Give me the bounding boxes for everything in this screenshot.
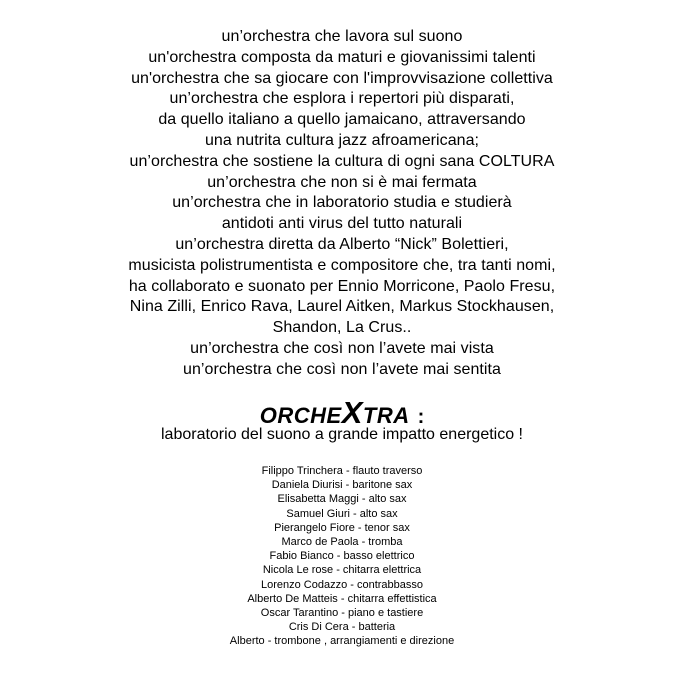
- poem-line: musicista polistrumentista e compositore che, tra tanti nomi,: [128, 256, 556, 274]
- poem-line: un’orchestra che così non l’avete mai sentita: [183, 360, 501, 378]
- member-item: Nicola Le rose - chitarra elettrica: [262, 564, 422, 577]
- poem-line: un'orchestra composta da maturi e giovanissimi talenti: [148, 48, 536, 66]
- poem-line: un’orchestra diretta da Alberto “Nick” Bolettieri,: [175, 235, 509, 253]
- logo-big-letter: X: [341, 395, 363, 430]
- member-item: Pierangelo Fiore - tenor sax: [274, 521, 410, 534]
- member-item: Fabio Bianco - basso elettrico: [269, 550, 415, 563]
- member-item: Cris Di Cera - batteria: [288, 621, 396, 634]
- poem-line: antidoti anti virus del tutto naturali: [221, 215, 463, 233]
- poem-text: [0, 27, 684, 381]
- poem-line: ha collaborato e suonato per Ennio Morricone, Paolo Fresu,: [128, 277, 556, 295]
- subtitle: laboratorio del suono a grande impatto energetico !: [160, 426, 523, 443]
- title-colon: :: [417, 406, 425, 428]
- poem-line: un'orchestra che sa giocare con l'improvvisazione collettiva: [131, 69, 553, 87]
- poem-line: un’orchestra che sostiene la cultura di ogni sana COLTURA: [129, 152, 555, 170]
- poem-line: una nutrita cultura jazz afroamericana;: [204, 131, 480, 149]
- poem-line: Shandon, La Crus..: [272, 319, 412, 337]
- member-item: Marco de Paola - tromba: [281, 536, 403, 549]
- logo-suffix: TRA: [362, 403, 410, 428]
- poem-line: Nina Zilli, Enrico Rava, Laurel Aitken, Markus Stockhausen,: [129, 298, 555, 316]
- member-item: Alberto De Matteis - chitarra effettistica: [247, 592, 437, 605]
- member-item: Daniela Diurisi - baritone sax: [271, 479, 413, 492]
- logo-prefix: ORCHE: [259, 403, 342, 428]
- member-item: Filippo Trinchera - flauto traverso: [261, 465, 423, 477]
- poem-line: un’orchestra che in laboratorio studia e studierà: [172, 194, 512, 212]
- member-item: Samuel Giuri - alto sax: [286, 507, 398, 520]
- poem-line: un’orchestra che lavora sul suono: [221, 28, 463, 45]
- member-item: Elisabetta Maggi - alto sax: [277, 493, 407, 506]
- member-item: Alberto - trombone , arrangiamenti e direzione: [229, 635, 455, 648]
- member-item: Lorenzo Codazzo - contrabbasso: [260, 578, 424, 591]
- poem-line: un’orchestra che esplora i repertori più disparati,: [169, 90, 515, 108]
- poem-line: un’orchestra che così non l’avete mai vista: [190, 339, 494, 357]
- member-list: [0, 464, 684, 649]
- member-item: Oscar Tarantino - piano e tastiere: [260, 607, 424, 620]
- poem-line: un’orchestra che non si è mai fermata: [207, 173, 477, 191]
- poem-line: da quello italiano a quello jamaicano, attraversando: [158, 111, 526, 129]
